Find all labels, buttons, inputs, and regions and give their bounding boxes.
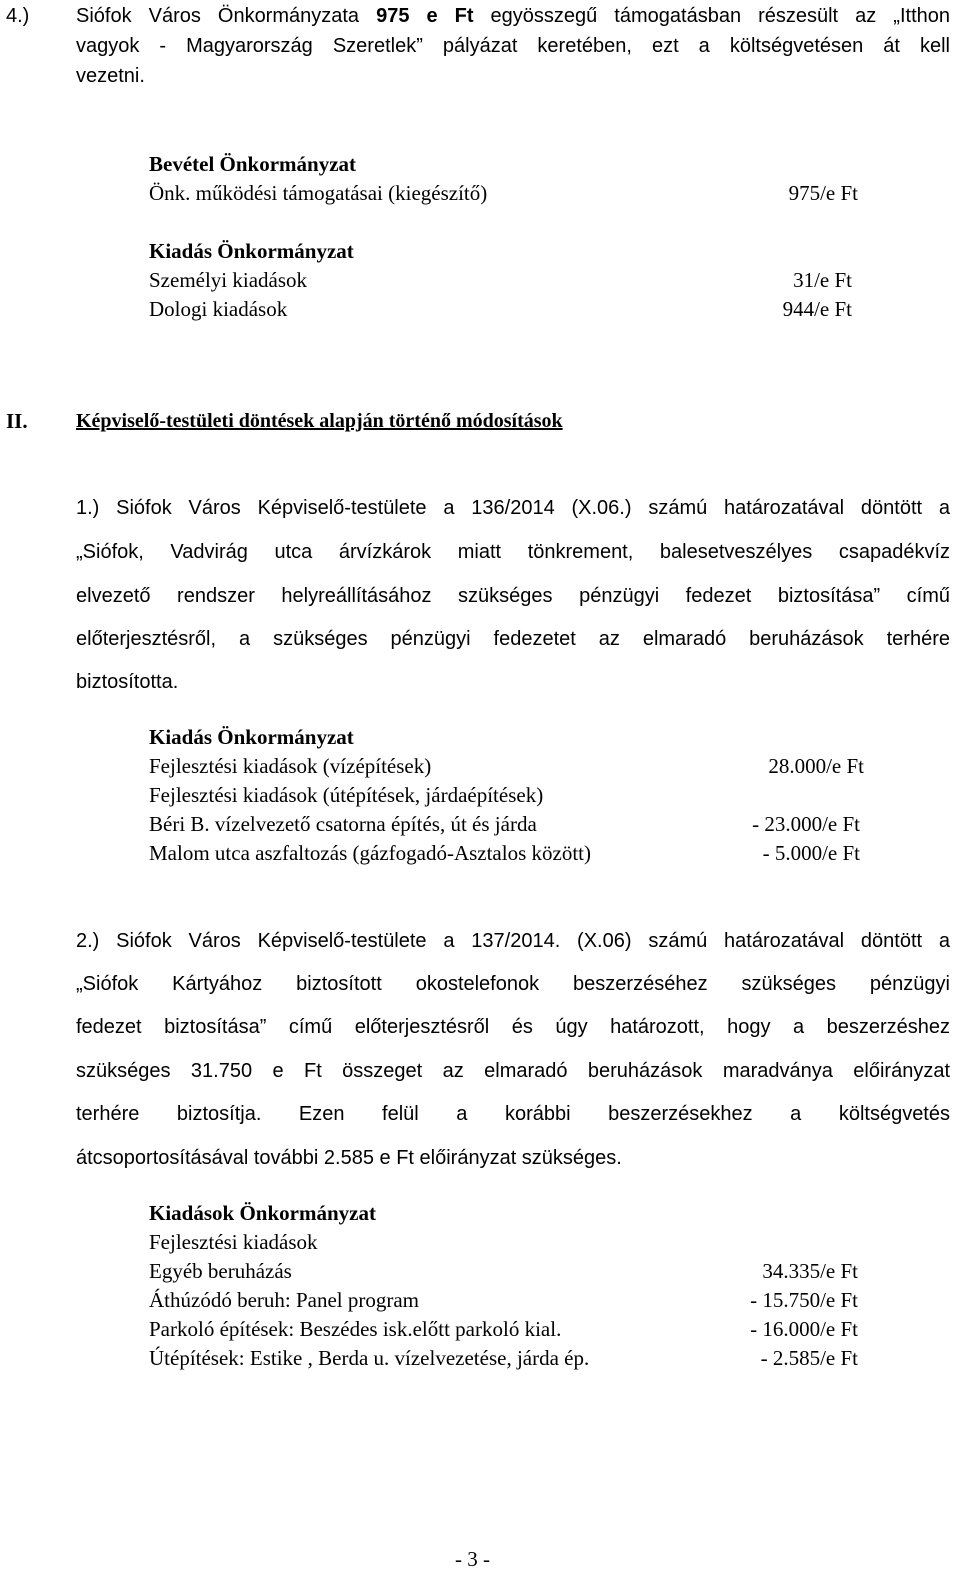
decision2-heading: Kiadások Önkormányzat <box>149 1201 376 1225</box>
decision2-line: fedezet biztosítása” című előterjesztésről és úgy határozott, hogy a beszerzéshez <box>76 1016 950 1038</box>
decision2-item-label: Egyéb beruházás <box>149 1259 292 1283</box>
decision2-item-amount: 34.335/e Ft <box>762 1259 858 1283</box>
revenue-heading: Bevétel Önkormányzat <box>149 152 357 176</box>
decision1-item-label: Fejlesztési kiadások (útépítések, járdaépítések) <box>149 783 544 807</box>
decision1-item-label: Fejlesztési kiadások (vízépítések) <box>149 754 432 778</box>
expense-item-label: Személyi kiadások <box>149 268 308 292</box>
decision2-line: 2.) Siófok Város Képviselő-testülete a 137/2014. (X.06) számú határozatával döntött a <box>76 930 950 952</box>
decision2-item-label: Áthúzódó beruh: Panel program <box>149 1288 420 1312</box>
revenue-item-label: Önk. működési támogatásai (kiegészítő) <box>149 181 488 205</box>
decision2-item-label: Útépítések: Estike , Berda u. vízelvezetése, járda ép. <box>149 1346 590 1370</box>
decision1-item-amount: - 5.000/e Ft <box>762 841 860 865</box>
decision2-item-label: Parkoló építések: Beszédes isk.előtt parkoló kial. <box>149 1317 562 1341</box>
decision2-line: átcsoportosításával további 2.585 e Ft előirányzat szükséges. <box>76 1147 622 1169</box>
decision1-item-label: Malom utca aszfaltozás (gázfogadó-Asztalos között) <box>149 841 591 865</box>
decision1-line: 1.) Siófok Város Képviselő-testülete a 136/2014 (X.06.) számú határozatával döntött a <box>76 497 950 519</box>
expense-item-label: Dologi kiadások <box>149 297 288 321</box>
decision1-heading: Kiadás Önkormányzat <box>149 725 354 749</box>
page-number: - 3 - <box>455 1547 490 1571</box>
decision1-item-label: Béri B. vízelvezető csatorna építés, út és járda <box>149 812 537 836</box>
decision2-line: szükséges 31.750 e Ft összeget az elmaradó beruházások maradványa előirányzat <box>76 1060 950 1082</box>
expense-item-amount: 944/e Ft <box>782 297 852 321</box>
decision1-line: előterjesztésről, a szükséges pénzügyi fedezetet az elmaradó beruházások terhére <box>76 628 950 650</box>
revenue-item-amount: 975/e Ft <box>788 181 858 205</box>
item4-line-1: Siófok Város Önkormányzata 975 e Ft egyösszegű támogatásban részesült az „Itthon <box>76 5 950 27</box>
decision1-line: biztosította. <box>76 671 179 693</box>
decision2-item-amount: - 15.750/e Ft <box>750 1288 858 1312</box>
decision2-line: „Siófok Kártyához biztosított okostelefonok beszerzéséhez szükséges pénzügyi <box>76 973 950 995</box>
expense-item-amount: 31/e Ft <box>793 268 852 292</box>
item-number: 4.) <box>6 5 30 27</box>
expense-heading: Kiadás Önkormányzat <box>149 239 354 263</box>
decision1-line: „Siófok, Vadvirág utca árvízkárok miatt tönkrement, balesetveszélyes csapadékvíz <box>76 541 950 563</box>
section-number: II. <box>6 409 28 433</box>
decision2-item-amount: - 2.585/e Ft <box>760 1346 858 1370</box>
section-title: Képviselő-testületi döntések alapján történő módosítások <box>76 410 563 432</box>
decision1-line: elvezető rendszer helyreállításához szükséges pénzügyi fedezet biztosítása” című <box>76 585 950 607</box>
decision1-item-amount: 28.000/e Ft <box>768 754 864 778</box>
decision2-subheading: Fejlesztési kiadások <box>149 1230 318 1254</box>
decision2-item-amount: - 16.000/e Ft <box>750 1317 858 1341</box>
item4-line-2: vagyok - Magyarország Szeretlek” pályázat keretében, ezt a költségvetésen át kell <box>76 35 950 57</box>
decision2-line: terhére biztosítja. Ezen felül a korábbi beszerzésekhez a költségvetés <box>76 1103 950 1125</box>
item4-line-3: vezetni. <box>76 65 145 87</box>
decision1-item-amount: - 23.000/e Ft <box>752 812 860 836</box>
